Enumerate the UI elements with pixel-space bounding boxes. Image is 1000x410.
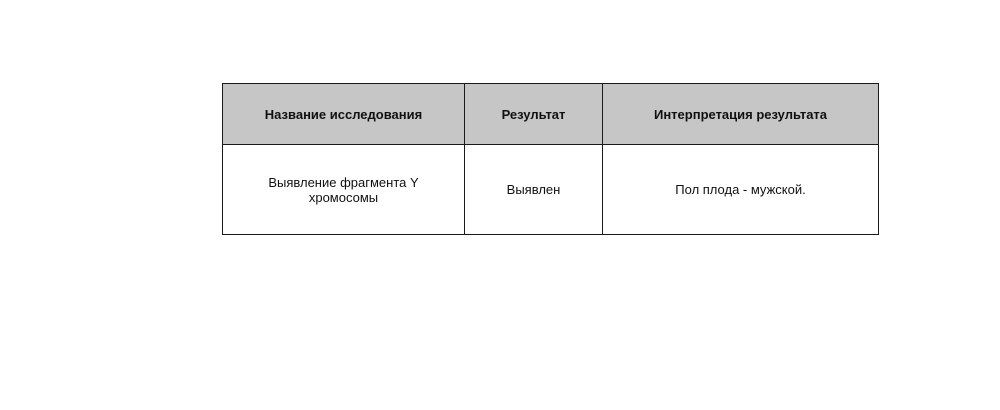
header-result: Результат	[465, 84, 603, 145]
table-header	[223, 84, 879, 145]
interpretation-text: Пол плода - мужской.	[675, 182, 806, 197]
study-name-text: Выявление фрагмента Y хромосомы	[268, 174, 419, 205]
header-interpretation: Интерпретация результата	[603, 84, 879, 145]
cell-result	[465, 145, 603, 235]
header-study-name: Название исследования	[223, 84, 465, 145]
results-table	[222, 83, 879, 235]
cell-interpretation	[603, 145, 879, 235]
result-text: Выявлен	[506, 182, 561, 197]
cell-study-name	[223, 145, 465, 235]
table-body	[223, 145, 879, 235]
table-row	[223, 145, 879, 235]
header-row	[223, 84, 879, 145]
